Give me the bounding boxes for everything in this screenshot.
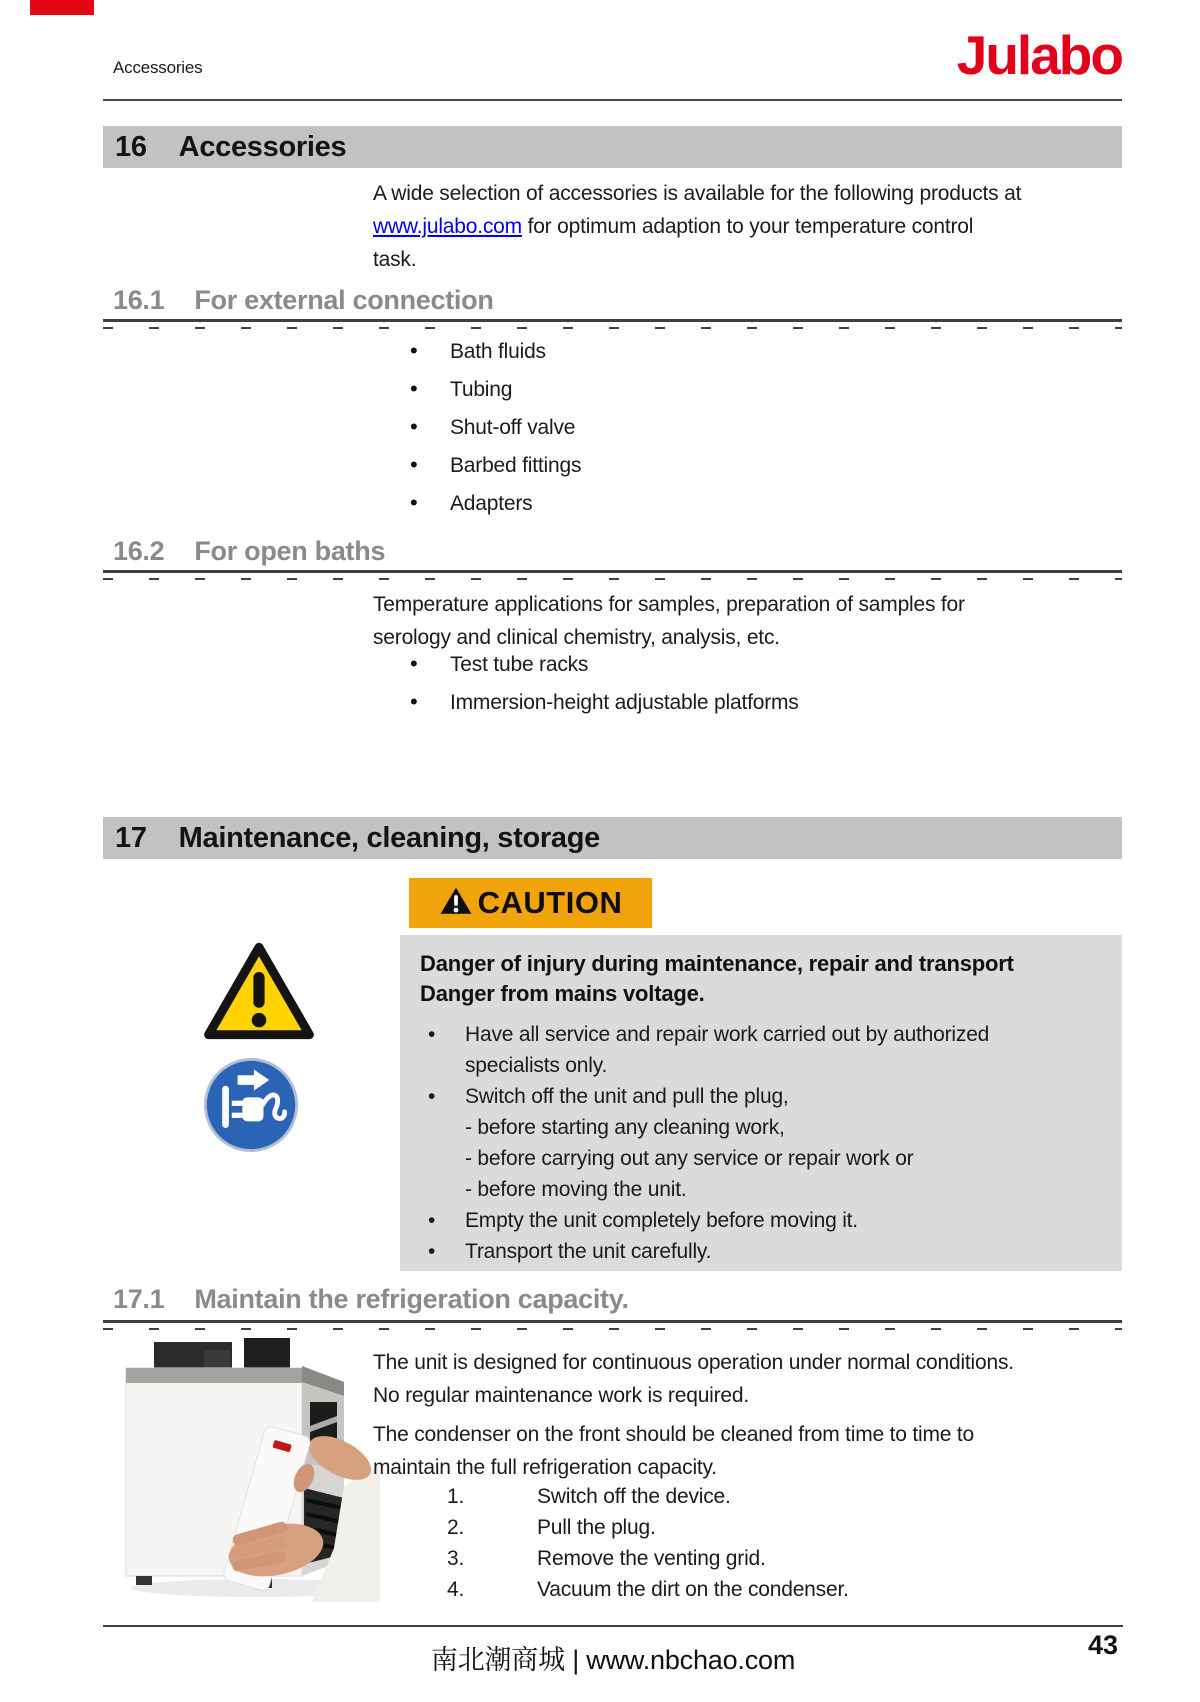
paragraph-line: The condenser on the front should be cleaned from time to time to (373, 1423, 975, 1446)
intro-line-rest: for optimum adaption to your temperature control (521, 215, 974, 238)
step-item (447, 1579, 849, 1600)
caution-line: - before carrying out any service or repair work or (465, 1147, 914, 1170)
caution-line: - before starting any cleaning work, (465, 1116, 785, 1139)
caution-title (420, 949, 1122, 1009)
intro-line: A wide selection of accessories is available for the following products at (373, 182, 1022, 205)
section-17-heading-bar (103, 817, 1122, 859)
warning-triangle-icon (203, 940, 315, 1042)
step-item (447, 1548, 849, 1569)
step-text: Vacuum the dirt on the condenser. (537, 1578, 849, 1601)
footer-divider (103, 1625, 1123, 1627)
maintenance-paragraph-2 (373, 1418, 1073, 1484)
device-photo (106, 1336, 380, 1602)
bullet-marker (420, 1205, 465, 1236)
caution-line: - before moving the unit. (465, 1178, 687, 1201)
section-number: 16 (115, 130, 147, 163)
subsection-17-1-heading (113, 1284, 629, 1315)
external-connection-list (408, 341, 1048, 531)
caution-line: Transport the unit carefully. (465, 1240, 712, 1263)
list-item: • Adapters (408, 493, 1048, 514)
caution-item (420, 1205, 1122, 1236)
list-item: • Immersion-height adjustable platforms (408, 692, 1048, 713)
intro-line (373, 210, 1113, 243)
paragraph-line: No regular maintenance work is required. (373, 1384, 750, 1407)
caution-item (420, 1019, 1122, 1081)
open-baths-list (408, 654, 1048, 730)
subsection-number: 16.2 (113, 536, 165, 566)
section-16-intro (373, 177, 1113, 276)
step-text: Pull the plug. (537, 1516, 656, 1539)
step-item (447, 1517, 849, 1538)
subsection-title: Maintain the refrigeration capacity. (194, 1284, 629, 1314)
list-item: • Test tube racks (408, 654, 1048, 675)
section-title: Maintenance, cleaning, storage (178, 821, 600, 854)
footer-site-text: 南北潮商城 | www.nbchao.com (430, 1645, 796, 1675)
list-item: • Tubing (408, 379, 1048, 400)
subsection-title: For external connection (194, 285, 494, 315)
subsection-title: For open baths (194, 536, 386, 566)
intro-line: task. (373, 248, 417, 271)
maintenance-steps (447, 1486, 849, 1610)
subsection-number: 16.1 (113, 285, 165, 315)
header-divider (103, 99, 1122, 101)
caution-item (420, 1236, 1122, 1267)
bullet-marker (420, 1236, 465, 1267)
unplug-mains-icon (203, 1057, 299, 1153)
caution-label-text: CAUTION (477, 885, 623, 920)
caution-line: specialists only. (465, 1054, 608, 1077)
caution-label (409, 878, 652, 928)
caution-triangle-icon (439, 886, 473, 921)
paragraph-line: serology and clinical chemistry, analysis, etc. (373, 626, 780, 649)
caution-item (420, 1081, 1122, 1205)
bullet-marker (420, 1081, 465, 1205)
heading-rule (103, 1320, 1122, 1330)
caution-bullet-list (420, 1019, 1122, 1267)
paragraph-line: Temperature applications for samples, preparation of samples for (373, 593, 965, 616)
julabo-logo: Julabo (956, 24, 1122, 86)
section-title: Accessories (178, 130, 347, 163)
step-text: Remove the venting grid. (537, 1547, 766, 1570)
step-text: Switch off the device. (537, 1485, 731, 1508)
list-item: • Shut-off valve (408, 417, 1048, 438)
section-number: 17 (115, 821, 147, 854)
top-left-red-mark (30, 0, 94, 15)
bullet-marker (420, 1019, 465, 1081)
list-item: • Bath fluids (408, 341, 1048, 362)
subsection-number: 17.1 (113, 1284, 165, 1314)
caution-line: Have all service and repair work carried out by authorized (465, 1023, 990, 1046)
subsection-16-1-heading (113, 285, 494, 316)
open-baths-paragraph (373, 588, 1073, 654)
caution-line: Empty the unit completely before moving it. (465, 1209, 858, 1232)
heading-rule (103, 319, 1122, 329)
subsection-16-2-heading (113, 536, 385, 567)
caution-box (400, 935, 1122, 1271)
paragraph-line: maintain the full refrigeration capacity. (373, 1456, 717, 1479)
maintenance-paragraph-1 (373, 1346, 1073, 1412)
section-16-heading-bar (103, 126, 1122, 168)
running-header-title: Accessories (113, 58, 203, 77)
heading-rule (103, 570, 1122, 580)
step-number: 2. (447, 1516, 465, 1539)
list-item: • Barbed fittings (408, 455, 1048, 476)
step-number: 3. (447, 1547, 465, 1570)
step-item (447, 1486, 849, 1507)
caution-title-line: Danger of injury during maintenance, repair and transport (420, 951, 1014, 976)
caution-title-line: Danger from mains voltage. (420, 981, 705, 1006)
step-number: 1. (447, 1485, 465, 1508)
step-number: 4. (447, 1578, 465, 1601)
julabo-website-link[interactable]: www.julabo.com (373, 215, 522, 238)
page-number: 43 (1088, 1630, 1119, 1660)
paragraph-line: The unit is designed for continuous operation under normal conditions. (373, 1351, 1014, 1374)
caution-line: Switch off the unit and pull the plug, (465, 1085, 789, 1108)
